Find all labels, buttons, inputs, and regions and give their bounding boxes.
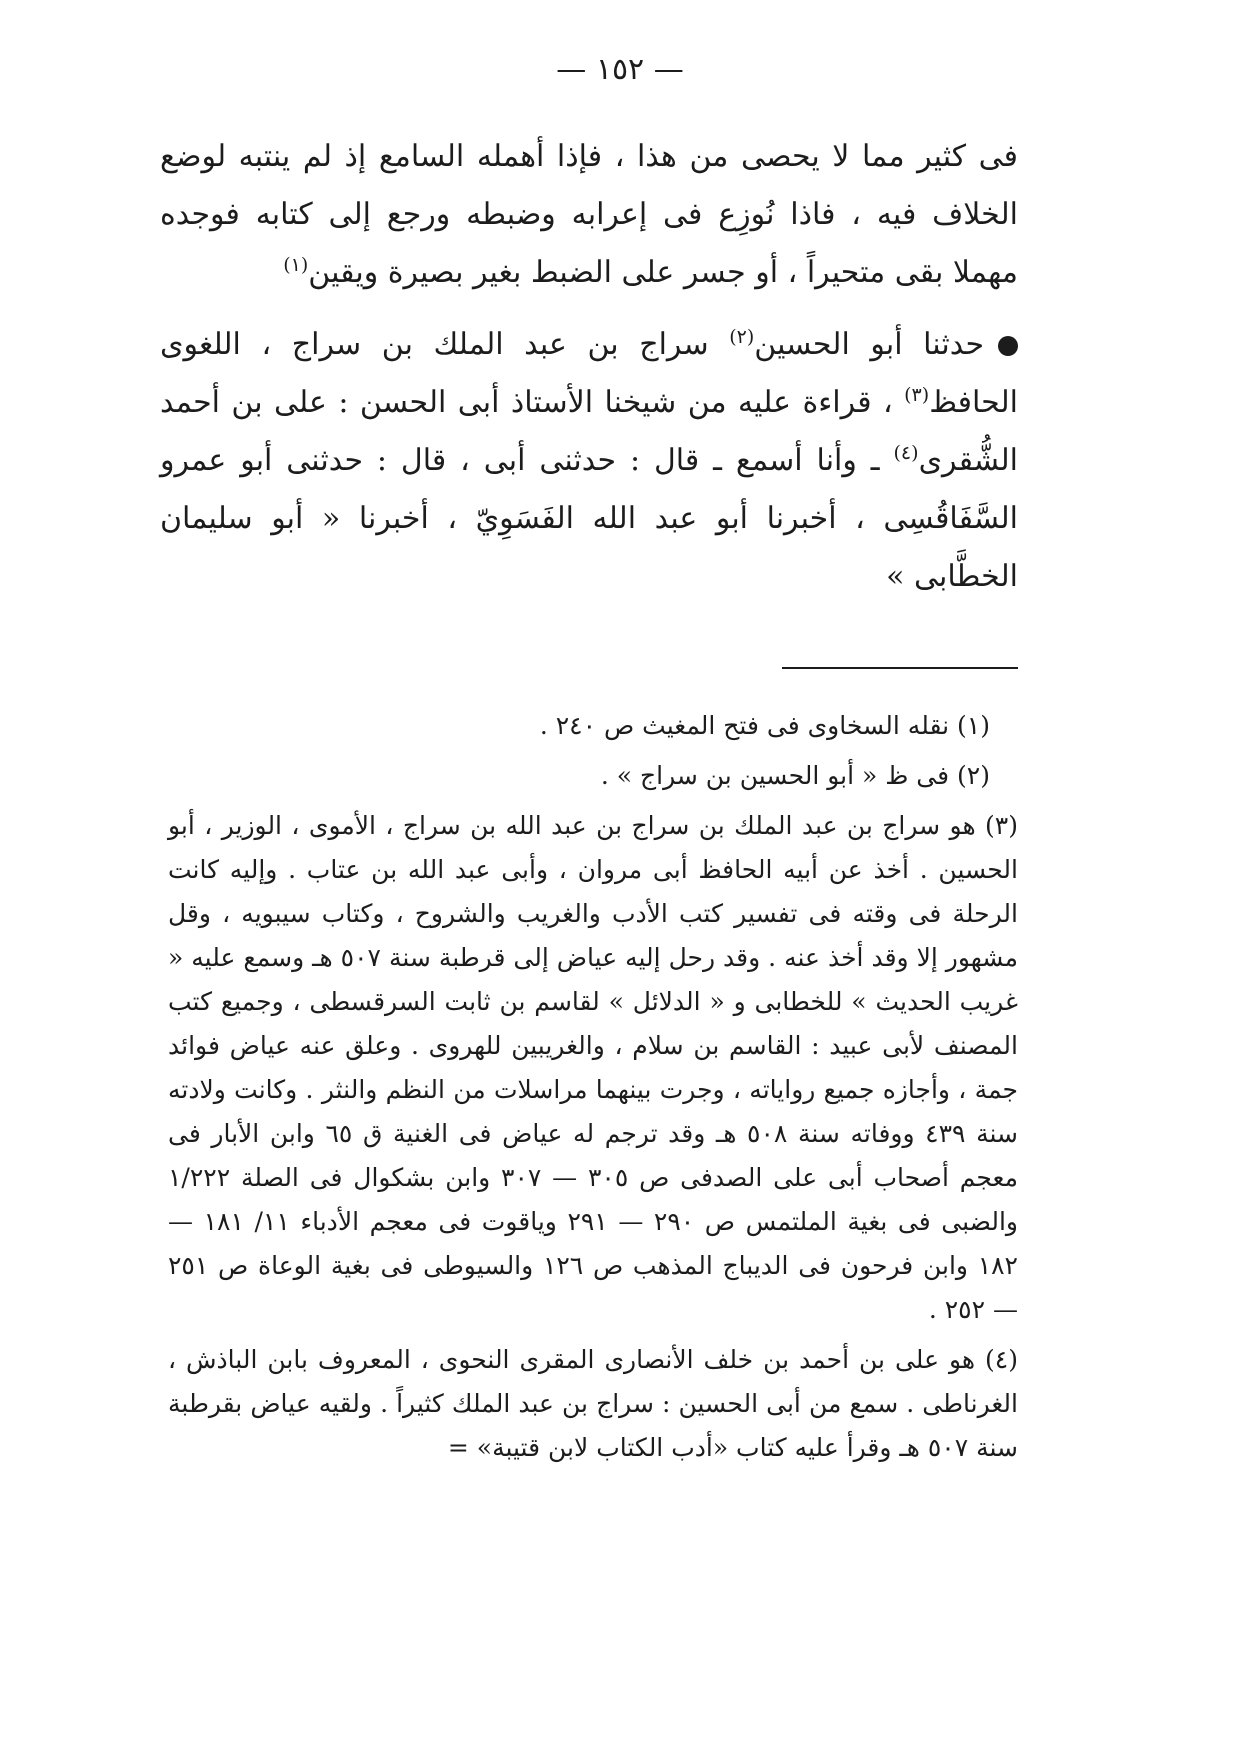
paragraph-1 <box>160 128 1018 302</box>
footnote-2: (٢) فى ظ « أبو الحسين بن سراج » . <box>600 761 990 790</box>
footnote-ref-2: (٢) <box>729 326 755 348</box>
paragraph-2-part-d: ـ وأنا أسمع ـ قال : حدثنى أبى ، قال : حدثنى أبو عمرو السَّفَاقُسِى ، أخبرنا أبو عبد الله الفَسَوِيّ ، أخبرنا « أبو سليمان الخطَّابى » <box>160 443 1018 594</box>
bullet-icon <box>998 336 1018 356</box>
footnote-divider <box>782 667 1018 669</box>
paragraph-2 <box>160 316 1018 606</box>
footnote-ref-3: (٣) <box>904 384 930 406</box>
footnote-ref-1: (١) <box>283 254 309 276</box>
paragraph-2-part-a: حدثنا أبو الحسين <box>754 327 984 362</box>
footnote-1: (١) نقله السخاوى فى فتح المغيث ص ٢٤٠ . <box>539 711 990 740</box>
footnote-ref-4: (٤) <box>893 442 919 464</box>
page-number: — ١٥٢ — <box>556 52 684 87</box>
footnotes <box>168 704 1018 1476</box>
paragraph-2-part-c: ، قراءة عليه من شيخنا الأستاذ أبى الحسن : على بن أحمد الشُّقرى <box>160 385 1019 478</box>
footnote-3: (٣) هو سراج بن عبد الملك بن سراج بن عبد الله بن سراج ، الأموى ، الوزير ، أبو الحسين . أخذ عن أبيه الحافظ أبى مروان ، وأبى عبد الله بن عتاب . وإليه كانت الرحلة فى وقته فى تفسير كتب الأدب والغريب والشروح ، وكتاب سيبويه ، وقل مشهور إلا وقد أخذ عنه . وقد رحل إليه عياض إلى قرطبة سنة ٥٠٧ هـ وسمع عليه « غريب الحديث » للخطابى و « الدلائل » لقاسم بن ثابت السرقسطى ، وجميع كتب المصنف لأبى عبيد : القاسم بن سلام ، والغريبين للهروى . وعلق عنه عياض فوائد جمة ، وأجازه جميع رواياته ، وجرت بينهما مراسلات من النظم والنثر . وكانت ولادته سنة ٤٣٩ ووفاته سنة ٥٠٨ هـ وقد ترجم له عياض فى الغنية ق ٦٥ وابن الأبار فى معجم أصحاب أبى على الصدفى ص ٣٠٥ — ٣٠٧ وابن بشكوال فى الصلة ١/٢٢٢ والضبى فى بغية الملتمس ص ٢٩٠ — ٢٩١ وياقوت فى معجم الأدباء ١١/ ١٨١ — ١٨٢ وابن فرحون فى الديباج المذهب ص ١٢٦ والسيوطى فى بغية الوعاة ص ٢٥١ — ٢٥٢ . <box>168 811 1018 1324</box>
paragraph-2-part-b: سراج بن عبد الملك بن سراج ، اللغوى الحافظ <box>160 327 1018 420</box>
main-text <box>160 128 1018 620</box>
footnote-4: (٤) هو على بن أحمد بن خلف الأنصارى المقرى النحوى ، المعروف بابن الباذش ، الغرناطى . سمع من أبى الحسين : سراج بن عبد الملك كثيراً . ولقيه عياض بقرطبة سنة ٥٠٧ هـ وقرأ عليه كتاب «أدب الكتاب لابن قتيبة» = <box>168 1345 1018 1462</box>
paragraph-1-text: فى كثير مما لا يحصى من هذا ، فإذا أهمله السامع إذ لم ينتبه لوضع الخلاف فيه ، فاذا نُوزِع فى إعرابه وضبطه ورجع إلى كتابه فوجده مهملا بقى متحيراً ، أو جسر على الضبط بغير بصيرة ويقين <box>160 139 1018 290</box>
